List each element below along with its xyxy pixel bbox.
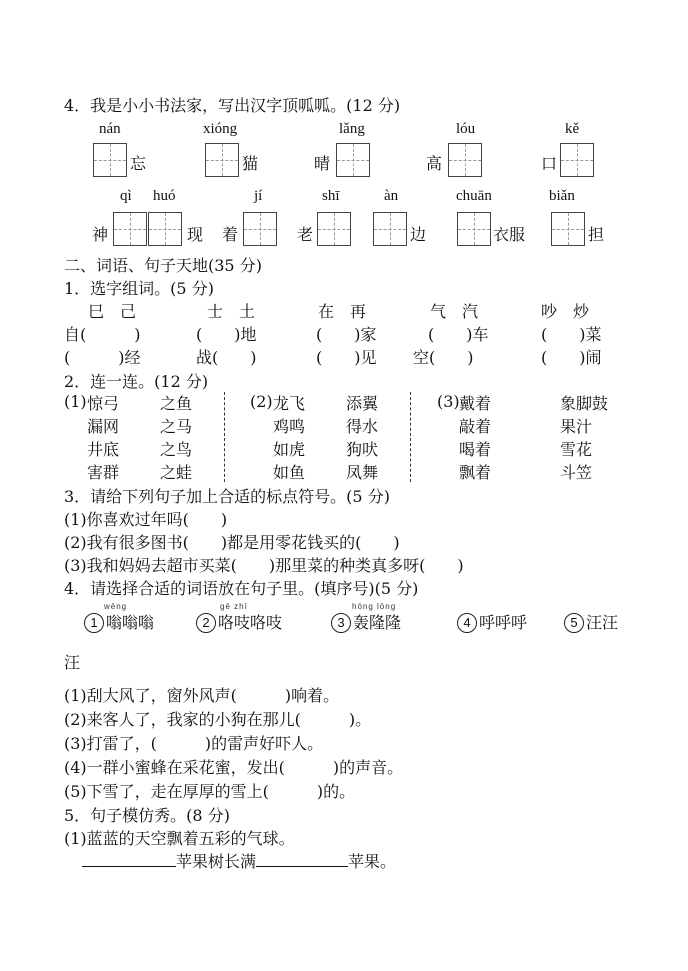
q5-answer-line — [82, 849, 396, 872]
match-item[interactable]: 如虎 — [273, 440, 306, 459]
q1-blank[interactable]: ( )地 — [196, 325, 257, 344]
q4-title: 4．我是小小书法家，写出汉字顶呱呱。(12 分) — [64, 96, 401, 115]
ruby-honglong: hōng lōng — [352, 602, 397, 611]
pinyin-lang: lǎng — [339, 121, 365, 137]
match-item[interactable]: 惊弓 — [87, 394, 120, 413]
option-2[interactable] — [196, 610, 282, 633]
q1-blank[interactable]: ( )经 — [64, 348, 141, 367]
q4b-title: 4．请选择合适的词语放在句子里。(填序号)(5 分) — [64, 579, 419, 598]
answer-blank[interactable] — [82, 852, 176, 867]
tianzige-box[interactable] — [148, 212, 182, 246]
q5-title: 5．句子模仿秀。(8 分) — [64, 806, 230, 825]
q2-group3-label: (3) — [437, 392, 460, 411]
match-item[interactable]: 凤舞 — [346, 463, 379, 482]
pinyin-ke: kě — [565, 121, 580, 137]
answer-blank[interactable] — [256, 852, 348, 867]
tianzige-box[interactable] — [93, 143, 127, 177]
q3-title: 3．请给下列句子加上合适的标点符号。(5 分) — [64, 487, 390, 506]
match-item[interactable]: 之马 — [160, 417, 193, 436]
option-text: 咯吱咯吱 — [218, 613, 283, 632]
q3-sentence-3[interactable]: (3)我和妈妈去超市买菜( )那里菜的种类真多呀( ) — [64, 556, 464, 575]
circled-number: 2 — [196, 613, 216, 633]
ruby-weng: wēng — [104, 602, 128, 611]
circled-number: 1 — [84, 613, 104, 633]
tianzige-box[interactable] — [205, 143, 239, 177]
q1-blank[interactable]: ( )闹 — [541, 348, 602, 367]
section2-title: 二、词语、句子天地(35 分) — [64, 256, 262, 275]
q1-blank[interactable]: 自( ) — [64, 325, 141, 344]
option-5-wrap: 汪 — [64, 653, 81, 672]
match-item[interactable]: 飘着 — [459, 463, 492, 482]
char-bian: 边 — [410, 225, 427, 244]
q1-blank[interactable]: 战( ) — [196, 348, 257, 367]
q4b-sentence-4[interactable]: (4)一群小蜜蜂在采花蜜，发出( )的声音。 — [64, 758, 404, 777]
q1-pair: 士 土 — [207, 302, 256, 321]
q5-end-text: 苹果。 — [348, 852, 397, 871]
q1-blank[interactable]: ( )见 — [316, 348, 377, 367]
pinyin-ji: jí — [254, 188, 263, 204]
q1-pair: 在 再 — [318, 302, 367, 321]
pinyin-bian: biǎn — [549, 188, 575, 204]
char-before: 口 — [541, 154, 558, 173]
char-shen: 神 — [92, 225, 109, 244]
ruby-gezhi: gē zhī — [220, 602, 248, 611]
option-text: 嗡嗡嗡 — [106, 613, 155, 632]
q2-group2-right — [346, 392, 378, 484]
q4b-sentence-1[interactable]: (1)刮大风了，窗外风声( )响着。 — [64, 686, 340, 705]
char-lao: 老 — [297, 225, 314, 244]
tianzige-box[interactable] — [457, 212, 491, 246]
char-before: 高 — [426, 154, 443, 173]
pinyin-huo: huó — [153, 188, 176, 204]
match-item[interactable]: 得水 — [346, 417, 379, 436]
option-text: 轰隆隆 — [353, 613, 402, 632]
q2-title: 2．连一连。(12 分) — [64, 372, 209, 391]
char-xian: 现 — [187, 225, 204, 244]
match-item[interactable]: 漏网 — [87, 417, 120, 436]
q1-title: 1．选字组词。(5 分) — [64, 279, 214, 298]
pinyin-an: àn — [384, 188, 399, 204]
q4b-sentence-2[interactable]: (2)来客人了，我家的小狗在那儿( )。 — [64, 710, 372, 729]
match-item[interactable]: 添翼 — [346, 394, 379, 413]
tianzige-box[interactable] — [113, 212, 147, 246]
tianzige-box[interactable] — [448, 143, 482, 177]
q1-blank[interactable]: ( )家 — [316, 325, 377, 344]
q2-group1-right — [160, 392, 192, 484]
option-3[interactable] — [331, 610, 401, 633]
match-item[interactable]: 鸡鸣 — [273, 417, 306, 436]
circled-number: 4 — [457, 613, 477, 633]
q1-pair: 巳 己 — [88, 302, 137, 321]
q2-group3-left — [459, 392, 491, 484]
match-item[interactable]: 害群 — [87, 463, 120, 482]
q1-blank[interactable]: ( )菜 — [541, 325, 602, 344]
q2-group1-label: (1) — [64, 392, 87, 411]
match-item[interactable]: 敲着 — [459, 417, 492, 436]
group-divider — [224, 392, 225, 482]
pinyin-nan: nán — [99, 121, 121, 137]
tianzige-box[interactable] — [243, 212, 277, 246]
circled-number: 3 — [331, 613, 351, 633]
match-item[interactable]: 之蛙 — [160, 463, 193, 482]
q5-mid-text: 苹果树长满 — [176, 852, 257, 871]
option-text: 呼呼呼 — [479, 613, 528, 632]
q2-group3-right — [560, 392, 608, 484]
q1-blank[interactable]: ( )车 — [428, 325, 489, 344]
match-item[interactable]: 斗笠 — [560, 463, 593, 482]
char-dan: 担 — [588, 225, 605, 244]
match-item[interactable]: 雪花 — [560, 440, 593, 459]
q1-blank[interactable]: 空( ) — [413, 348, 474, 367]
q4b-sentence-3[interactable]: (3)打雷了，( )的雷声好吓人。 — [64, 734, 324, 753]
pinyin-shi: shī — [322, 188, 340, 204]
char-before: 晴 — [314, 154, 331, 173]
match-item[interactable]: 如鱼 — [273, 463, 306, 482]
q3-sentence-2[interactable]: (2)我有很多图书( )都是用零花钱买的( ) — [64, 533, 400, 552]
char-after: 忘 — [130, 154, 147, 173]
char-zhe: 着 — [222, 225, 239, 244]
match-item[interactable]: 戴着 — [459, 394, 492, 413]
option-4[interactable] — [457, 610, 527, 633]
q2-group2-left — [273, 392, 305, 484]
match-item[interactable]: 龙飞 — [273, 394, 306, 413]
tianzige-box[interactable] — [373, 212, 407, 246]
char-yifu: 衣服 — [493, 225, 526, 244]
tianzige-box[interactable] — [560, 143, 594, 177]
q2-group2-label: (2) — [250, 392, 273, 411]
tianzige-box[interactable] — [317, 212, 351, 246]
option-text: 汪汪 — [586, 613, 619, 632]
match-item[interactable]: 井底 — [87, 440, 120, 459]
q4b-sentence-5[interactable]: (5)下雪了，走在厚厚的雪上( )的。 — [64, 782, 356, 801]
tianzige-box[interactable] — [336, 143, 370, 177]
pinyin-chuan: chuān — [456, 188, 492, 204]
option-5[interactable] — [564, 610, 618, 633]
pinyin-xiong: xióng — [203, 121, 238, 137]
match-item[interactable]: 果汁 — [560, 417, 593, 436]
q1-pair: 气 汽 — [430, 302, 479, 321]
group-divider — [410, 392, 411, 482]
char-after: 猫 — [242, 154, 259, 173]
match-item[interactable]: 喝着 — [459, 440, 492, 459]
match-item[interactable]: 狗吠 — [346, 440, 379, 459]
q2-group1-left — [87, 392, 119, 484]
match-item[interactable]: 之鸟 — [160, 440, 193, 459]
tianzige-box[interactable] — [551, 212, 585, 246]
q1-pair: 吵 炒 — [541, 302, 590, 321]
q3-sentence-1[interactable]: (1)你喜欢过年吗( ) — [64, 510, 228, 529]
pinyin-lou: lóu — [456, 121, 476, 137]
match-item[interactable]: 象脚鼓 — [560, 394, 609, 413]
match-item[interactable]: 之鱼 — [160, 394, 193, 413]
q5-example: (1)蓝蓝的天空飘着五彩的气球。 — [64, 829, 295, 848]
pinyin-qi: qì — [120, 188, 132, 204]
option-1[interactable] — [84, 610, 154, 633]
circled-number: 5 — [564, 613, 584, 633]
